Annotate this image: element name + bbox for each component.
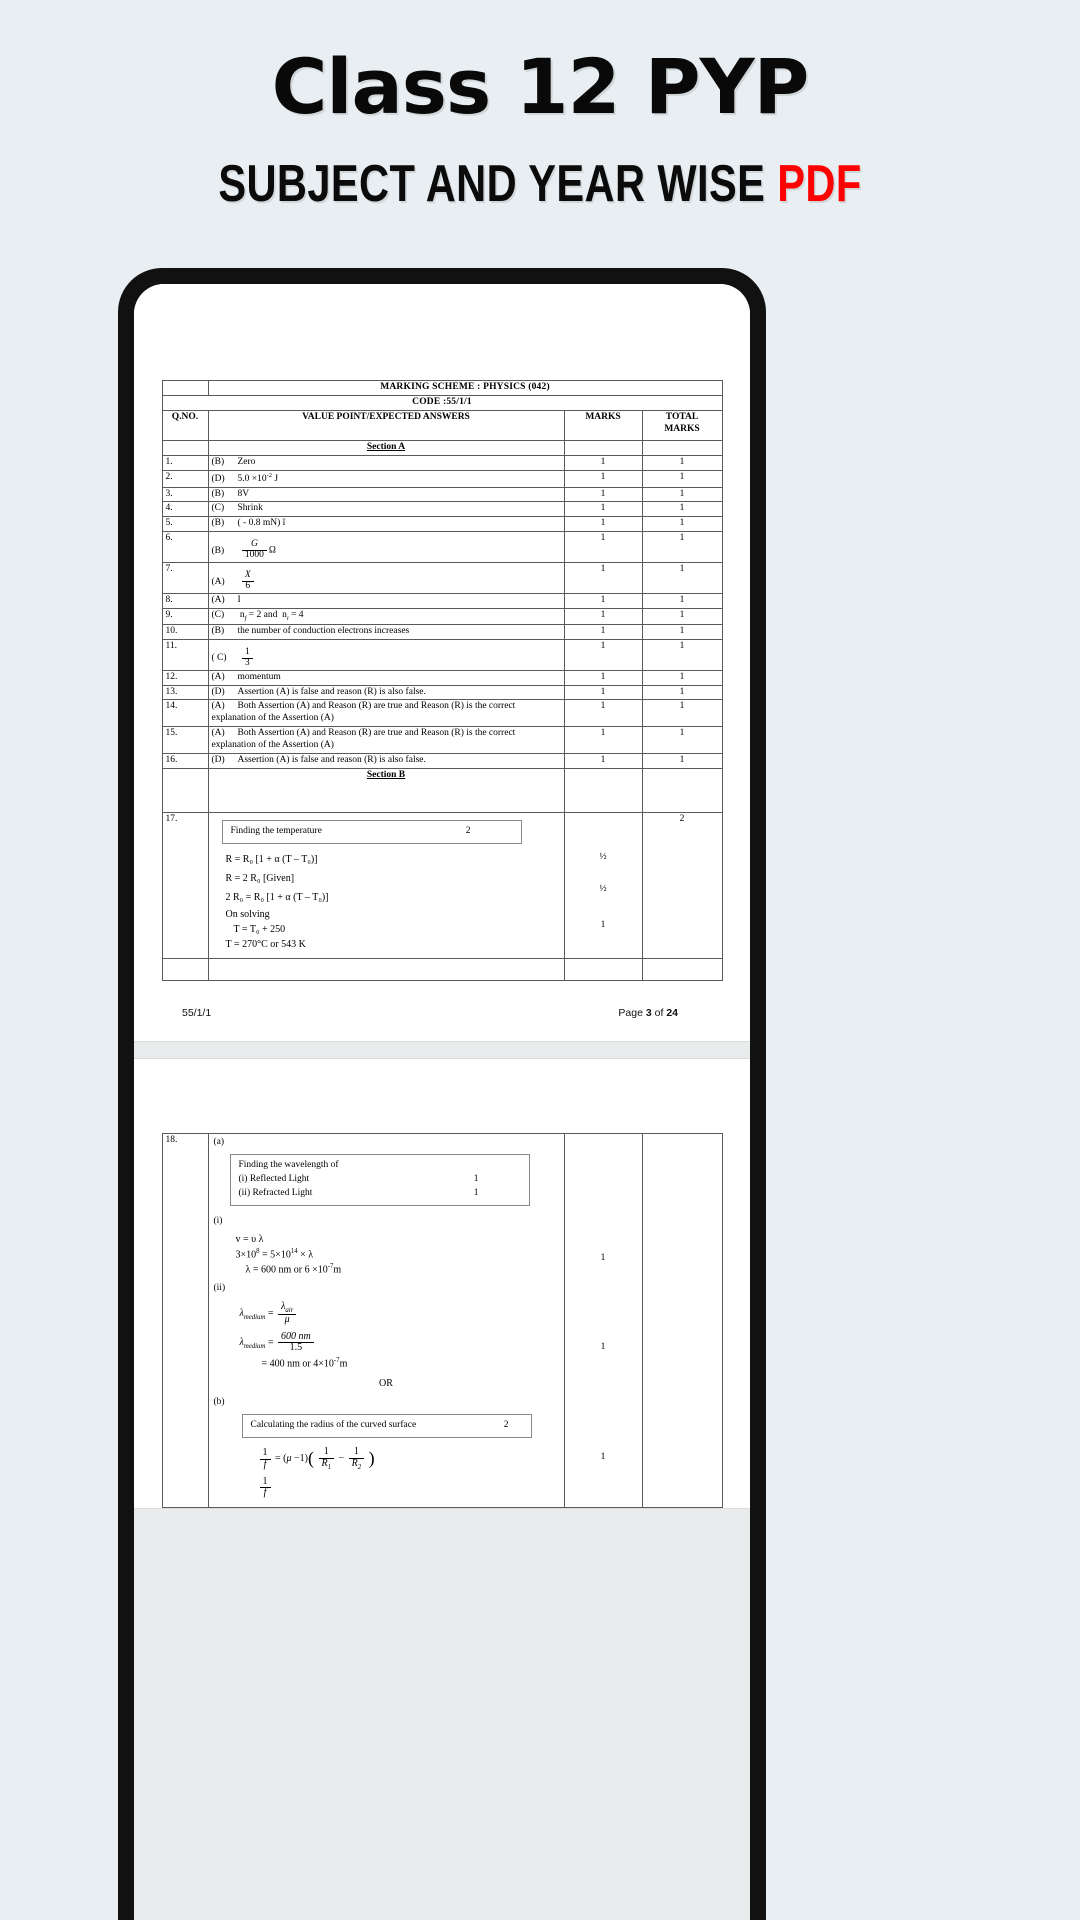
row-marks: 1 [564, 753, 642, 768]
row-answer-text: Both Assertion (A) and Reason (R) are true and Reason (R) is the correct explanation of the Assertion (A) [211, 701, 516, 724]
row-qno: 9. [162, 608, 208, 624]
q17-mark-2: ½ [599, 883, 607, 894]
row-marks: 1 [564, 455, 642, 470]
row-total: 1 [642, 517, 722, 532]
row-total: 1 [642, 594, 722, 609]
table-row [162, 639, 722, 670]
row-marks: 1 [564, 563, 642, 594]
marking-scheme-table [162, 380, 723, 981]
row-total: 1 [642, 727, 722, 754]
q18-callout-title: Finding the wavelength of [238, 1160, 339, 1171]
q17-mark-1: ½ [599, 851, 607, 862]
table-row [162, 727, 722, 754]
row-total: 1 [642, 502, 722, 517]
table-row [162, 753, 722, 768]
pdf-page-4 [134, 1059, 750, 1508]
row-option: (B) [211, 488, 225, 499]
row-qno: 16. [162, 753, 208, 768]
q18-b-line-1: $\frac{1}{f}$ = (μ −1)( $\frac{1}{R_1}$ − $\frac{1}{R_2}$ ) [258, 1444, 561, 1474]
marking-scheme-table-page4 [162, 1133, 723, 1508]
total-marks-line-2: MARKS [664, 423, 700, 434]
row-option: (D) [211, 754, 225, 765]
row-answer-text: momentum [237, 671, 281, 682]
section-a-row [162, 440, 722, 455]
question-18-row [162, 1133, 722, 1507]
fraction-1-over-f-2: $\frac{1}{f}$ [260, 1477, 271, 1499]
table-row [162, 670, 722, 685]
row-answer [208, 502, 564, 517]
row-option: (D) [211, 473, 225, 484]
row-total: 1 [642, 470, 722, 487]
fraction-1-over-f: $\frac{1}{f}$ [260, 1448, 271, 1470]
row-answer: (C) $n_f = 2$ and $n_i = 4$ [208, 608, 564, 624]
row-option: (A) [211, 701, 225, 712]
section-b-qno-cell [162, 768, 208, 812]
table-row [162, 455, 722, 470]
section-b-row [162, 768, 722, 812]
row-option: (A) [211, 595, 225, 606]
section-a-marks-cell [564, 440, 642, 455]
row-total: 1 [642, 532, 722, 563]
row-answer-text: Assertion (A) is false and reason (R) is also false. [237, 754, 426, 765]
section-b-label: Section B [208, 768, 564, 812]
marking-scheme-code: CODE :55/1/1 [162, 395, 722, 410]
q18-i-line-3: λ = 600 nm or $6 \times 10^{-7}m$ [245, 1262, 342, 1276]
table-row [162, 487, 722, 502]
row-answer-text: the number of conduction electrons increases [237, 625, 410, 636]
q18-callout-title-row [239, 1159, 521, 1173]
blank-answer-cell [208, 958, 564, 980]
row-marks: 1 [564, 470, 642, 487]
column-header-value-point: VALUE POINT/EXPECTED ANSWERS [208, 410, 564, 440]
q18-callout-b [242, 1414, 532, 1438]
table-column-header-row [162, 410, 722, 440]
section-b-marks-cell [564, 768, 642, 812]
fraction-600nm-over-1-5: $\frac{600 nm}{1.5}$ [278, 1332, 314, 1354]
column-header-qno: Q.NO. [162, 410, 208, 440]
row-option: ( C) [211, 653, 227, 664]
table-header-title-row [162, 381, 722, 396]
row-marks: 1 [564, 624, 642, 639]
row-marks: 1 [564, 700, 642, 727]
footer-page-total: 24 [666, 1006, 678, 1019]
row-qno: 5. [162, 517, 208, 532]
row-answer [208, 594, 564, 609]
row-answer [208, 685, 564, 700]
q17-line-4: On solving [225, 908, 270, 920]
row-marks: 1 [564, 517, 642, 532]
q17-qno: 17. [162, 812, 208, 958]
q17-callout-marks: 2 [465, 825, 471, 836]
q17-answer-cell [208, 812, 564, 958]
row-marks: 1 [564, 502, 642, 517]
phone-screen [134, 284, 750, 1920]
fraction-x-over-6: $\frac{X}{6}$ [242, 571, 254, 592]
q18-part-a-label: (a) [213, 1136, 225, 1147]
section-a-total-cell [642, 440, 722, 455]
blank-total-cell [642, 958, 722, 980]
blank-marks-cell [564, 958, 642, 980]
q18-ii-line-1: $\lambda_{medium}$ = $\frac{\lambda_{air}}{\mu}$ [240, 1299, 561, 1329]
table-row [162, 624, 722, 639]
row-qno: 3. [162, 487, 208, 502]
promo-header [0, 0, 1080, 214]
footer-page-prefix: Page [618, 1006, 646, 1019]
row-qno: 1. [162, 455, 208, 470]
table-row [162, 594, 722, 609]
header-blank-cell [162, 381, 208, 396]
row-answer [208, 517, 564, 532]
row-qno: 2. [162, 470, 208, 487]
column-header-marks: MARKS [564, 410, 642, 440]
q18-callout-item-1-marks: 1 [473, 1174, 479, 1185]
footer-code: 55/1/1 [182, 1006, 212, 1019]
row-marks: 1 [564, 639, 642, 670]
row-answer [208, 670, 564, 685]
q18-callout-item-2-label: (ii) Refracted Light [238, 1187, 313, 1198]
table-row [162, 608, 722, 624]
row-qno: 13. [162, 685, 208, 700]
section-b-total-cell [642, 768, 722, 812]
q18-i-line-1: v = υ λ [235, 1233, 264, 1245]
blank-qno-cell [162, 958, 208, 980]
section-a-label: Section A [208, 440, 564, 455]
q17-mark-3: 1 [600, 919, 606, 930]
page-title: Class 12 PYP [271, 42, 809, 131]
q18-callout-b-label: Calculating the radius of the curved surface [250, 1420, 417, 1431]
q18-i-line-2: $3\times 10^8 = 5\times 10^{14} \times \lambda$ [235, 1247, 314, 1260]
row-answer-text: 8V [237, 488, 250, 499]
row-answer [208, 753, 564, 768]
row-option: (B) [211, 625, 225, 636]
row-total: 1 [642, 563, 722, 594]
q17-line-5: T = T₀ + 250 [233, 923, 286, 935]
fraction-lambda-air-over-mu: $\frac{\lambda_{air}}{\mu}$ [278, 1302, 296, 1326]
row-answer-text: Shrink [237, 503, 263, 514]
table-header-code-row [162, 395, 722, 410]
q17-marks-cell [564, 812, 642, 958]
column-header-total-marks [642, 410, 722, 440]
row-qno: 6. [162, 532, 208, 563]
row-answer [208, 455, 564, 470]
row-total: 1 [642, 670, 722, 685]
q18-part-i-working [236, 1232, 561, 1278]
q18-callout-a [230, 1154, 530, 1205]
q17-line-2: R = 2 R₀ [Given] [225, 872, 295, 884]
q17-line-3: 2 R₀ = R₀ [1 + α (T – T₀)] [225, 891, 329, 903]
pdf-page-3 [134, 284, 750, 1041]
q18-callout-item-1-label: (i) Reflected Light [238, 1174, 310, 1185]
row-answer [208, 563, 564, 594]
phone-mockup [118, 268, 766, 1920]
row-qno: 7. [162, 563, 208, 594]
row-answer [208, 700, 564, 727]
row-marks: 1 [564, 608, 642, 624]
row-marks: 1 [564, 594, 642, 609]
q18-mark-ii: 1 [600, 1342, 606, 1353]
row-qno: 15. [162, 727, 208, 754]
q18-callout-item-1 [239, 1173, 521, 1187]
total-marks-line-1: TOTAL [665, 411, 699, 422]
row-total: 1 [642, 685, 722, 700]
row-total: 1 [642, 487, 722, 502]
row-option: (C) [211, 503, 225, 514]
table-row [162, 700, 722, 727]
row-answer-text: Zero [237, 456, 256, 467]
q18-callout-b-row [251, 1419, 523, 1433]
footer-page-mid: of [651, 1006, 667, 1019]
row-marks: 1 [564, 685, 642, 700]
row-answer [208, 487, 564, 502]
promo-subtitle-main: SUBJECT AND YEAR WISE [218, 155, 778, 214]
row-marks: 1 [564, 670, 642, 685]
q17-line-1: R = R₀ [1 + α (T – T₀)] [225, 853, 318, 865]
marking-scheme-title: MARKING SCHEME : PHYSICS (042) [208, 381, 722, 396]
row-answer [208, 624, 564, 639]
q18-mark-i: 1 [600, 1252, 606, 1263]
q18-part-i-label: (i) [213, 1215, 223, 1226]
row-option: (B) [211, 545, 225, 556]
row-total: 1 [642, 624, 722, 639]
row-qno: 11. [162, 639, 208, 670]
pdf-viewport[interactable] [134, 284, 750, 1912]
row-qno: 14. [162, 700, 208, 727]
q18-total-cell [642, 1133, 722, 1507]
row-total: 1 [642, 455, 722, 470]
promo-subtitle-highlight: PDF [777, 155, 862, 214]
row-answer-text: Both Assertion (A) and Reason (R) are true and Reason (R) is the correct explanation of the Assertion (A) [211, 728, 516, 751]
row-total: 1 [642, 639, 722, 670]
promo-subtitle [108, 154, 972, 214]
q18-part-ii-working [240, 1299, 561, 1370]
q18-answer-cell [208, 1133, 564, 1507]
q18-part-ii-label: (ii) [213, 1283, 226, 1294]
row-total: 1 [642, 753, 722, 768]
row-answer-text: I [237, 595, 241, 606]
row-option: (A) [211, 576, 225, 587]
row-option: (B) [211, 518, 225, 529]
q17-callout-label: Finding the temperature [230, 825, 322, 836]
row-option: (C) [211, 609, 225, 620]
row-qno: 4. [162, 502, 208, 517]
row-answer [208, 727, 564, 754]
fraction-1-over-r1: $\frac{1}{R_1}$ [319, 1447, 335, 1471]
q18-b-line-2 [258, 1474, 561, 1502]
row-option: (B) [211, 456, 225, 467]
q18-callout-b-marks: 2 [503, 1420, 509, 1431]
fraction-g-over-1000: $\frac{G}{1000}$ [242, 540, 267, 561]
section-a-qno-cell [162, 440, 208, 455]
fraction-1-over-r2: $\frac{1}{R_2}$ [349, 1447, 365, 1471]
row-answer [208, 639, 564, 670]
q18-qno: 18. [162, 1133, 208, 1507]
row-marks: 1 [564, 532, 642, 563]
table-row [162, 517, 722, 532]
page-separator [134, 1041, 750, 1059]
q18-part-b-label: (b) [213, 1396, 225, 1407]
question-17-row [162, 812, 722, 958]
table-row [162, 563, 722, 594]
q18-callout-item-2-marks: 1 [473, 1187, 479, 1198]
row-marks: 1 [564, 727, 642, 754]
row-answer-text: ( - 0.8 mN) î [237, 518, 286, 529]
footer-page-indicator [618, 1007, 678, 1019]
fraction-1-over-3: $\frac{1}{3}$ [242, 648, 253, 669]
row-option: (D) [211, 686, 225, 697]
footer-page-number: 3 [645, 1006, 652, 1019]
table-row [162, 685, 722, 700]
q18-mark-b: 1 [600, 1452, 606, 1463]
q17-callout-row [231, 825, 513, 839]
row-marks: 1 [564, 487, 642, 502]
q18-marks-cell [564, 1133, 642, 1507]
row-option: (A) [211, 671, 225, 682]
q17-line-6: T = 270°C or 543 K [225, 938, 306, 950]
q18-part-b-working [258, 1444, 561, 1502]
row-answer-text: Assertion (A) is false and reason (R) is also false. [237, 686, 426, 697]
q18-ii-line-3: = 400 nm or $4\times 10^{-7}m$ [261, 1356, 348, 1370]
table-row [162, 502, 722, 517]
page-footer [182, 1007, 702, 1041]
row-answer: (D) $5.0 \times 10^{-2}$ J [208, 470, 564, 487]
row-answer: (B) $\frac{G}{1000}$ Ω [208, 532, 564, 563]
row-qno: 12. [162, 670, 208, 685]
q18-or-label: OR [379, 1378, 393, 1390]
table-row [162, 470, 722, 487]
row-qno: 10. [162, 624, 208, 639]
table-blank-row [162, 958, 722, 980]
q18-callout-item-2 [239, 1187, 521, 1201]
row-total: 1 [642, 608, 722, 624]
row-option: (A) [211, 728, 225, 739]
row-qno: 8. [162, 594, 208, 609]
table-row [162, 532, 722, 563]
row-total: 1 [642, 700, 722, 727]
q17-total-cell: 2 [642, 812, 722, 958]
q17-callout [222, 820, 522, 844]
q17-working [226, 850, 561, 953]
q18-ii-line-2: $\lambda_{medium}$ = $\frac{600 nm}{1.5}$ [240, 1329, 561, 1357]
